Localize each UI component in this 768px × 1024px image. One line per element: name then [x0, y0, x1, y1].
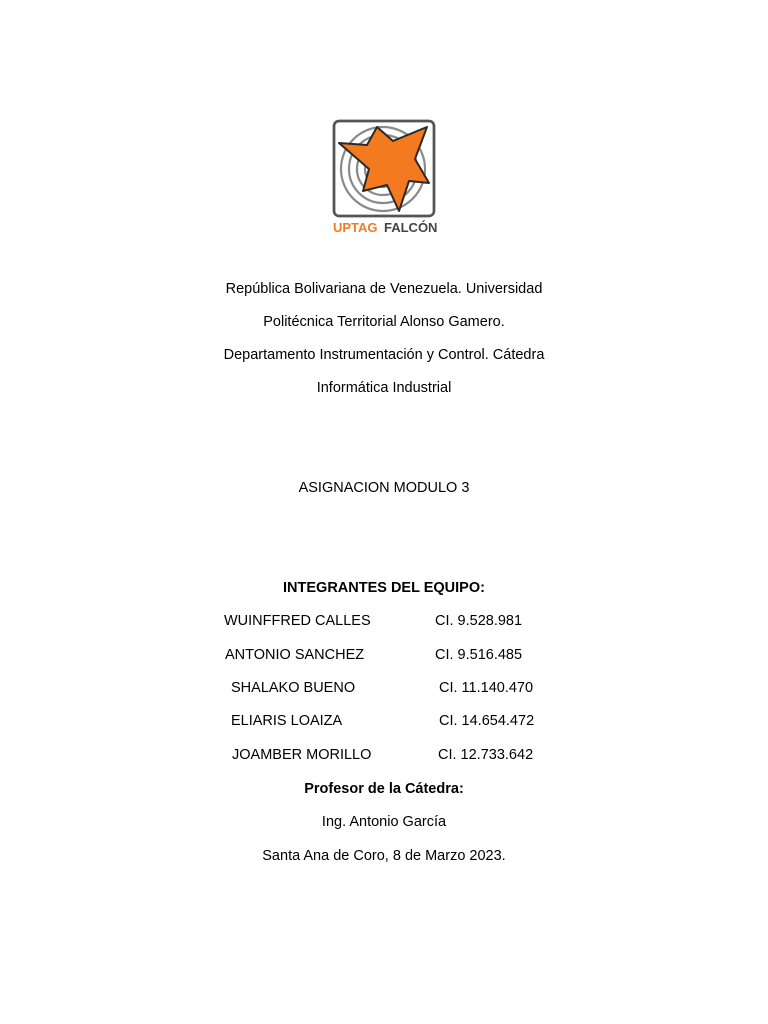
member-name: WUINFFRED CALLES — [224, 613, 371, 629]
member-ci: CI. 9.528.981 — [435, 613, 523, 629]
logo-text-uptag: UPTAG — [333, 220, 378, 235]
institution-line-3: Departamento Instrumentación y Control. Cátedra — [223, 347, 545, 363]
uptag-falcon-logo — [331, 119, 437, 237]
logo-graphic-icon — [331, 119, 437, 237]
institution-line-4: Informática Industrial — [316, 380, 452, 396]
team-heading: INTEGRANTES DEL EQUIPO: — [283, 580, 485, 596]
place-date: Santa Ana de Coro, 8 de Marzo 2023. — [262, 848, 506, 864]
assignment-title: ASIGNACION MODULO 3 — [298, 480, 470, 496]
member-name: SHALAKO BUENO — [231, 680, 356, 696]
member-ci: CI. 14.654.472 — [439, 713, 535, 729]
member-name: JOAMBER MORILLO — [232, 747, 372, 763]
institution-line-2: Politécnica Territorial Alonso Gamero. — [263, 314, 505, 330]
professor-name: Ing. Antonio García — [321, 814, 447, 830]
professor-heading: Profesor de la Cátedra: — [304, 781, 464, 797]
member-ci: CI. 11.140.470 — [439, 680, 534, 696]
logo-text-falcon: FALCÓN — [384, 220, 437, 235]
member-ci: CI. 9.516.485 — [435, 647, 523, 663]
member-name: ANTONIO SANCHEZ — [225, 647, 365, 663]
member-ci: CI. 12.733.642 — [438, 747, 534, 763]
member-name: ELIARIS LOAIZA — [231, 713, 343, 729]
institution-line-1: República Bolivariana de Venezuela. Universidad — [225, 281, 543, 297]
